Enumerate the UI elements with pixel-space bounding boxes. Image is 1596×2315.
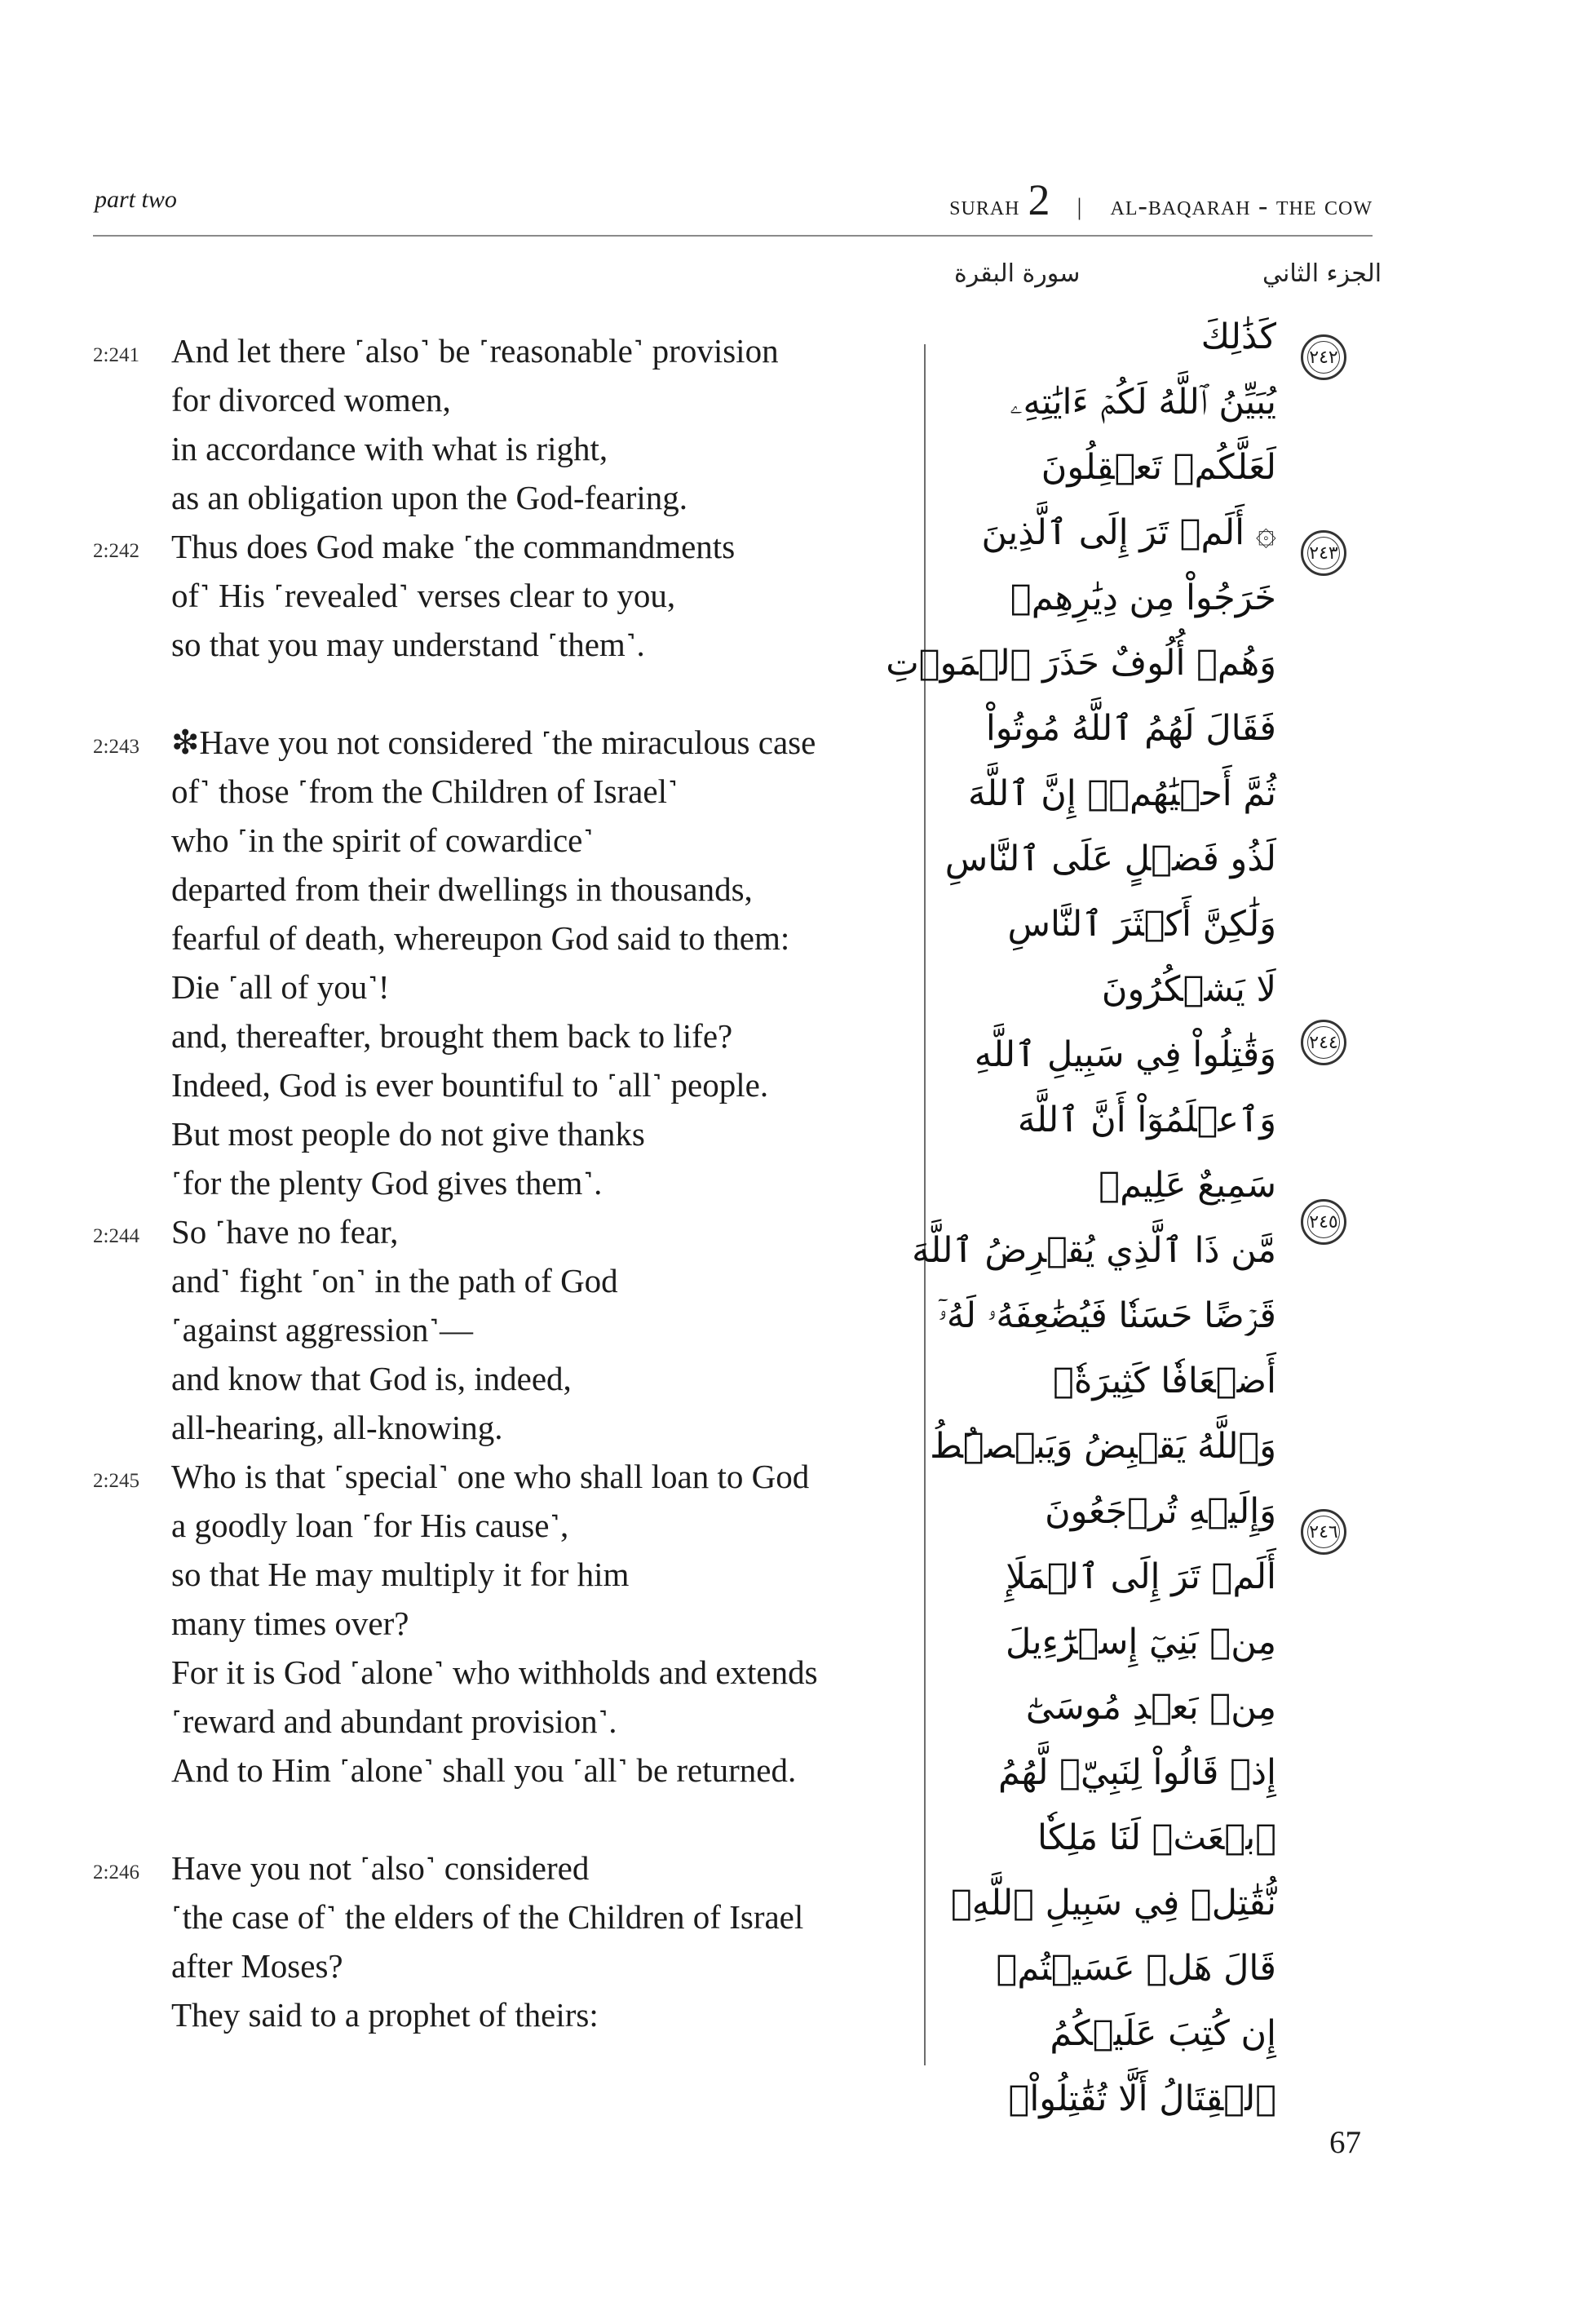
arabic-line: أَلَمۡ تَرَ إِلَى ٱلۡمَلَإِ [1006, 1556, 1276, 1597]
translation-line: So ˹have no fear, [171, 1213, 399, 1250]
translation-line: all-hearing, all-knowing. [171, 1409, 503, 1446]
verse-reference: 2:244 [93, 1225, 139, 1247]
translation-line: ˹reward and abundant provision˺. [171, 1702, 617, 1740]
translation-line: so that you may understand ˹them˺. [171, 626, 645, 663]
verse-reference: 2:245 [93, 1470, 139, 1492]
arabic-line: وَٱعۡلَمُوٓاْ أَنَّ ٱللَّهَ [1017, 1100, 1276, 1140]
translation-line: Who is that ˹special˺ one who shall loan to God [171, 1458, 810, 1495]
translation-line: ˹the case of˺ the elders of the Children of Israel [171, 1898, 804, 1936]
translation-line: Thus does God make ˹the commandments [171, 528, 736, 565]
verse-number-marker: ٢٤٢ [1301, 334, 1346, 380]
arabic-line: نُّقَٰتِلۡ فِي سَبِيلِ ٱللَّهِۖ [950, 1883, 1276, 1923]
arabic-line: سَمِيعٌ عَلِيمٞ [1099, 1165, 1276, 1206]
arabic-line: إِن كُتِبَ عَلَيۡكُمُ [1050, 2013, 1276, 2054]
translation-line: for divorced women, [171, 381, 451, 418]
verse-number-marker: ٢٤٤ [1301, 1020, 1346, 1065]
translation-line: For it is God ˹alone˺ who withholds and extends [171, 1653, 818, 1691]
translation-line: and˺ fight ˹on˺ in the path of God [171, 1262, 618, 1299]
verse-number-marker: ٢٤٣ [1301, 530, 1346, 576]
arabic-line: لَذُو فَضۡلٍ عَلَى ٱلنَّاسِ [944, 839, 1276, 879]
arabic-line: لَعَلَّكُمۡ تَعۡقِلُونَ [1041, 447, 1276, 488]
translation-line: and know that God is, indeed, [171, 1360, 572, 1397]
translation-line: as an obligation upon the God-fearing. [171, 479, 688, 516]
translation-line: ❇Have you not considered ˹the miraculous case [171, 724, 816, 761]
surah-label: surah [949, 191, 1020, 221]
verse-reference: 2:242 [93, 540, 139, 562]
translation-line: Indeed, God is ever bountiful to ˹all˺ people. [171, 1066, 769, 1104]
surah-header [949, 175, 1373, 225]
verse-reference: 2:243 [93, 736, 139, 758]
arabic-line: مِنۢ بَعۡدِ مُوسَىٰٓ [1025, 1687, 1276, 1728]
surah-name: al-baqarah - the cow [1110, 191, 1373, 221]
translation-line: a goodly loan ˹for His cause˺, [171, 1507, 569, 1544]
arabic-line: قَالَ هَلۡ عَسَيۡتُمۡ [996, 1948, 1276, 1989]
arabic-line: قَرۡضًا حَسَنٗا فَيُضَٰعِفَهُۥ لَهُۥٓ [938, 1295, 1276, 1336]
translation-line: And to Him ˹alone˺ shall you ˹all˺ be returned. [171, 1751, 797, 1789]
arabic-line: فَقَالَ لَهُمُ ٱللَّهُ مُوتُواْ [985, 708, 1276, 749]
verse-number-marker: ٢٤٦ [1301, 1509, 1346, 1555]
arabic-line: خَرَجُواْ مِن دِيَٰرِهِمۡ [1010, 578, 1276, 618]
arabic-line: وَلَٰكِنَّ أَكۡثَرَ ٱلنَّاسِ [1007, 904, 1276, 945]
translation-line: fearful of death, whereupon God said to them: [171, 919, 790, 957]
translation-line: and, thereafter, brought them back to life? [171, 1017, 733, 1055]
translation-line: ˹for the plenty God gives them˺. [171, 1164, 603, 1202]
arabic-line: مَّن ذَا ٱلَّذِي يُقۡرِضُ ٱللَّهَ [912, 1230, 1276, 1271]
arabic-line: أَضۡعَافٗا كَثِيرَةٗۚ [1053, 1361, 1276, 1401]
arabic-line: لَا يَشۡكُرُونَ [1101, 969, 1276, 1010]
arabic-line: وَهُمۡ أُلُوفٌ حَذَرَ ٱلۡمَوۡتِ [886, 643, 1276, 684]
translation-line: of˺ those ˹from the Children of Israel˺ [171, 772, 679, 810]
header-separator: | [1077, 193, 1083, 220]
part-label: part two [95, 186, 177, 213]
arabic-line: مِنۢ بَنِيٓ إِسۡرَٰٓءِيلَ [1006, 1622, 1276, 1662]
arabic-line: إِذۡ قَالُواْ لِنَبِيّٖ لَّهُمُ [997, 1752, 1276, 1793]
translation-line: many times over? [171, 1605, 409, 1642]
arabic-line: وَٱللَّهُ يَقۡبِضُ وَيَبۡصُۜطُ [930, 1426, 1276, 1467]
arabic-line: ٱبۡعَثۡ لَنَا مَلِكٗا [1037, 1817, 1276, 1858]
translation-line: who ˹in the spirit of cowardice˺ [171, 821, 595, 859]
arabic-line: ۞ أَلَمۡ تَرَ إِلَى ٱلَّذِينَ [981, 512, 1276, 553]
arabic-line: يُبَيِّنُ ٱللَّهُ لَكُمۡ ءَايَٰتِهِۦ [1010, 382, 1276, 423]
translation-line: They said to a prophet of theirs: [171, 1996, 599, 2034]
arabic-line: وَقَٰتِلُواْ فِي سَبِيلِ ٱللَّهِ [974, 1034, 1276, 1075]
translation-line: Die ˹all of you˺! [171, 968, 390, 1006]
translation-line: But most people do not give thanks [171, 1115, 645, 1153]
verse-reference: 2:241 [93, 344, 139, 366]
translation-line: of˺ His ˹revealed˺ verses clear to you, [171, 577, 676, 614]
verse-number-marker: ٢٤٥ [1301, 1199, 1346, 1245]
column-divider [924, 344, 926, 2065]
translation-line: Have you not ˹also˺ considered [171, 1849, 590, 1887]
arabic-line: ثُمَّ أَحۡيَٰهُمۡۚ إِنَّ ٱللَّهَ [967, 773, 1276, 814]
arabic-surah-heading: سورة البقرة [954, 259, 1081, 288]
surah-number: 2 [1028, 175, 1051, 224]
arabic-line: وَإِلَيۡهِ تُرۡجَعُونَ [1045, 1491, 1276, 1532]
arabic-part-heading: الجزء الثاني [1262, 259, 1382, 288]
translation-line: after Moses? [171, 1947, 343, 1985]
translation-line: ˹against aggression˺— [171, 1311, 474, 1348]
translation-line: so that He may multiply it for him [171, 1556, 630, 1593]
page-number: 67 [1329, 2125, 1361, 2160]
translation-line: departed from their dwellings in thousands, [171, 870, 753, 908]
verse-reference: 2:246 [93, 1861, 139, 1883]
header-rule [93, 235, 1373, 237]
arabic-line: كَذَٰلِكَ [1200, 316, 1276, 357]
translation-line: in accordance with what is right, [171, 430, 608, 467]
translation-line: And let there ˹also˺ be ˹reasonable˺ provision [171, 332, 779, 370]
arabic-line: ٱلۡقِتَالُ أَلَّا تُقَٰتِلُواْۖ [1008, 2078, 1276, 2119]
